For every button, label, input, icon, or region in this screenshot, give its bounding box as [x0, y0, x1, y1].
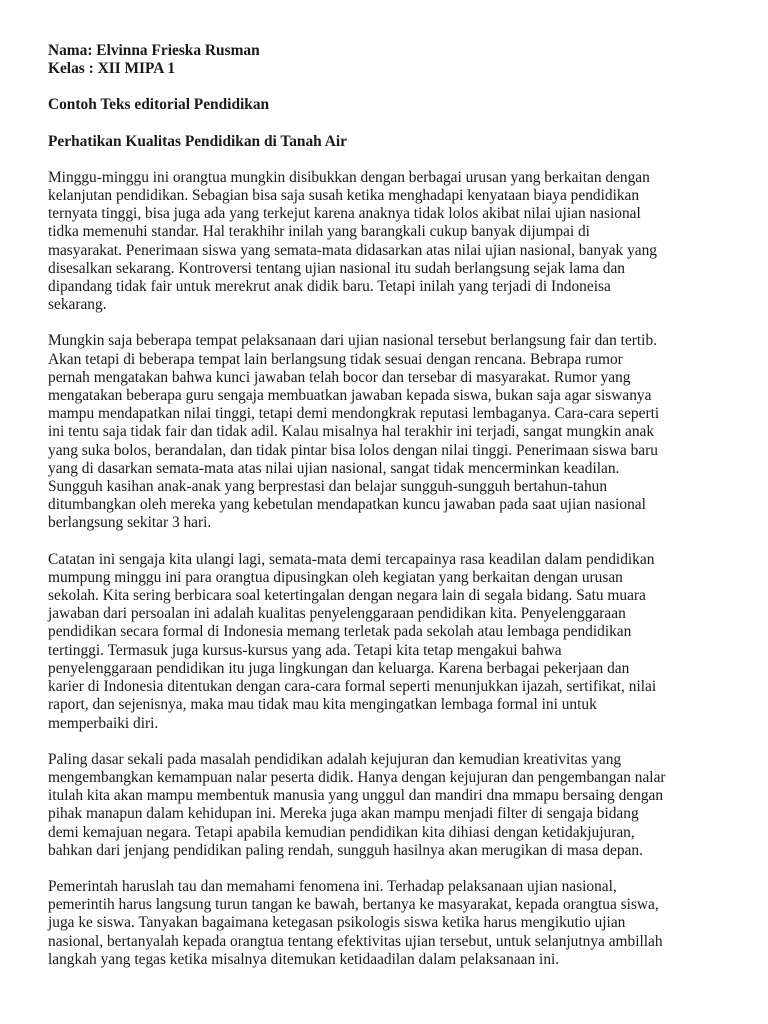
text-line: pemerintih harus langsung turun tangan ke bawah, bertanya ke masyarakat, kepada orangtua siswa, [48, 896, 659, 914]
paragraph-1 [48, 169, 724, 315]
text-line: penyelenggaraan pendidikan itu juga lingkungan dan keluarga. Karena berbagai pekerjaan dan [48, 659, 630, 677]
text-line: mumpung minggu ini para orangtua dipusingkan oleh kegiatan yang berkaitan dengan urusan [48, 568, 623, 586]
text-line: berlangsung sekitar 3 hari. [48, 514, 212, 532]
text-line: Sungguh kasihan anak-anak yang berprestasi dan belajar sungguh-sungguh bertahun-tahun [48, 478, 608, 496]
student-class: Kelas : XII MIPA 1 [48, 60, 176, 78]
text-line: pendidikan secara formal di Indonesia memang terletak pada sekolah atau lembaga pendidikan [48, 623, 632, 641]
text-line: karier di Indonesia ditentukan dengan cara-cara formal seperti menunjukkan ijazah, sertifikat, nilai [48, 678, 657, 696]
text-line: Paling dasar sekali pada masalah pendidikan adalah kejujuran dan kemudian kreativitas yang [48, 750, 622, 768]
document-type-heading: Contoh Teks editorial Pendidikan [48, 96, 270, 114]
text-line: Mungkin saja beberapa tempat pelaksanaan dari ujian nasional tersebut berlangsung fair dan tertib. [48, 332, 657, 350]
paragraph-3 [48, 551, 724, 733]
text-line: Pemerintah haruslah tau dan memahami fenomena ini. Terhadap pelaksanaan ujian nasional, [48, 877, 617, 895]
text-line: sekolah. Kita sering berbicara soal ketertingalan dengan negara lain di segala bidang. Satu muara [48, 587, 646, 605]
text-line: Minggu-minggu ini orangtua mungkin disibukkan dengan berbagai urusan yang berkaitan dengan [48, 168, 650, 186]
text-line: nasional, bertanyalah kepada orangtua tentang efektivitas ujian tersebut, untuk selanjutnya ambillah [48, 932, 663, 950]
paragraph-2 [48, 332, 724, 532]
text-line: bahkan dari jenjang pendidikan paling rendah, sungguh hasilnya akan merugikan di masa depan. [48, 841, 643, 859]
text-line: kelanjutan pendidikan. Sebagian bisa saja susah ketika menghadapi kenyataan biaya pendidikan [48, 187, 640, 205]
text-line: raport, dan sejenisnya, maka mau tidak mau kita mengingatkan lembaga formal ini untuk [48, 696, 597, 714]
text-line: tertinggi. Termasuk juga kursus-kursus yang ada. Tetapi kita tetap mengakui bahwa [48, 641, 562, 659]
text-line: demi kemajuan negara. Tetapi apabila kemudian pendidikan kita dihiasi dengan ketidakjujuran, [48, 823, 635, 841]
text-line: ternyata tinggi, bisa juga ada yang terkejut karena anaknya tidak lolos akibat nilai ujian nasional [48, 205, 641, 223]
text-line: ini tentu saja tidak fair dan tidak adil. Kalau misalnya hal terakhir ini terjadi, sangat mungkin anak [48, 423, 655, 441]
paragraph-4 [48, 751, 724, 860]
text-line: pernah mengatakan bahwa kunci jawaban telah bocor dan tersebar di masyarakat. Rumor yang [48, 368, 631, 386]
text-line: juga ke siswa. Tanyakan bagaimana ketegasan psikologis siswa ketika harus mengikutio ujian [48, 914, 626, 932]
text-line: disesalkan sekarang. Kontroversi tentang ujian nasional itu sudah berlangsung sejak lama dan [48, 259, 625, 277]
text-line: langkah yang tegas ketika misalnya ditemukan ketidaadilan dalam pelaksanaan ini. [48, 950, 560, 968]
text-line: dipandang tidak fair untuk merekrut anak didik baru. Tetapi inilah yang terjadi di Indoneisa [48, 278, 611, 296]
text-line: mengatakan beberapa guru sengaja membuatkan jawaban kepada siswa, bukan saja agar siswanya [48, 387, 652, 405]
text-line: mampu mendapatkan nilai tinggi, tetapi demi mendongkrak reputasi lembaganya. Cara-cara seperti [48, 405, 660, 423]
text-line: Akan tetapi di beberapa tempat lain berlangsung tidak sesuai dengan rencana. Bebrapa rumor [48, 350, 623, 368]
editorial-body [48, 169, 724, 969]
text-line: ditumbangkan oleh mereka yang kebetulan mendapatkan kuncu jawaban pada saat ujian nasional [48, 496, 646, 514]
text-line: tidka memenuhi standar. Hal terakhihr inilah yang barangkali cukup banyak dijumpai di [48, 223, 590, 241]
text-line: masyarakat. Penerimaan siswa yang semata-mata didasarkan atas nilai ujian nasional, banyak yang [48, 241, 657, 259]
text-line: memperbaiki diri. [48, 714, 159, 732]
student-name: Nama: Elvinna Frieska Rusman [48, 42, 260, 59]
paragraph-5 [48, 878, 724, 969]
text-line: sekarang. [48, 296, 107, 314]
text-line: jawaban dari persoalan ini adalah kualitas penyelenggaraan pendidikan kita. Penyelenggaraan [48, 605, 626, 623]
text-line: Catatan ini sengaja kita ulangi lagi, semata-mata demi tercapainya rasa keadilan dalam pendidikan [48, 550, 655, 568]
editorial-title: Perhatikan Kualitas Pendidikan di Tanah Air [48, 132, 347, 150]
text-line: mengembangkan kemampuan nalar peserta didik. Hanya dengan kejujuran dan pengembangan nalar [48, 768, 666, 786]
text-line: yang suka bolos, berandalan, dan tidak pintar bisa lolos dengan nilai tinggi. Penerimaan siswa baru [48, 441, 658, 459]
text-line: yang di dasarkan semata-mata atas nilai ujian nasional, sangat tidak mencerminkan keadilan. [48, 459, 620, 477]
text-line: itulah kita akan mampu membentuk manusia yang unggul dan mandiri dna mmapu bersaing dengan [48, 787, 664, 805]
text-line: pihak manapun dalam kehidupan ini. Mereka juga akan mampu menjadi filter di sengaja bidang [48, 805, 639, 823]
document-page [48, 42, 724, 969]
